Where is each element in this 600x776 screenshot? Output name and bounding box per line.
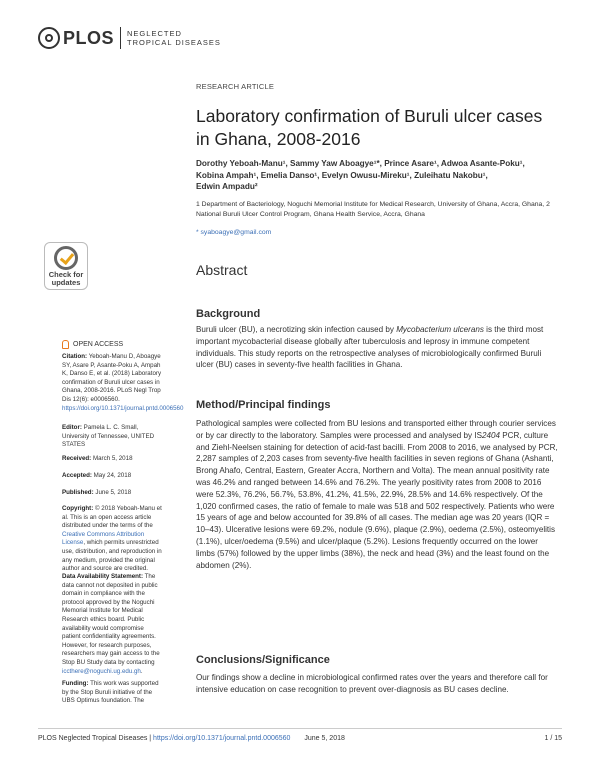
data-availability-text: The data cannot not deposited in public domain in compliance with the protocol approved by the Noguchi Memorial Institute for Medical Research ethics board. Public availability would compromise patient confidentiality agreements. However, for research purposes, researchers may gain access to the Stop BU Study data by contacting [62, 573, 160, 666]
open-access-text: OPEN ACCESS [73, 341, 124, 348]
copyright-text-end: , which permits unrestricted use, distribution, and reproduction in any medium, provided the original author and source are credited. [62, 539, 162, 573]
editor-block [62, 424, 162, 450]
data-availability-label: Data Availability Statement: [62, 573, 144, 580]
accepted-block [62, 472, 162, 481]
background-heading: Background [196, 308, 261, 320]
editor-label: Editor: [62, 424, 82, 431]
background-text: Buruli ulcer (BU), a necrotizing skin infection caused by [196, 325, 397, 334]
methods-text: Pathological samples were collected from BU lesions and transported either through courier services or by car directly to the laboratory. Samples were processed and analysed by IS [196, 419, 556, 440]
conclusions-paragraph: Our findings show a decline in microbiological confirmed rates over the years and therefore call for intensive education on case recognition to prevent over-diagnosis as BU cases decline. [196, 673, 548, 694]
published-label: Published: [62, 489, 94, 496]
data-availability-end: . [140, 667, 143, 675]
citation-doi-link[interactable]: https://doi.org/10.1371/journal.pntd.0006560 [62, 404, 184, 412]
citation-block [62, 353, 184, 413]
data-contact-email-link[interactable]: iccthere@noguchi.ug.edu.gh [62, 667, 141, 675]
journal-name [127, 29, 221, 47]
background-text-end: is the third most important mycobacterial disease globally after tuberculosis and leprosy in immune competent individuals. This study reports on the retrospective analyses of microbiologically confirmed Buruli ulcer (BU) cases in seventy-five health facilities in Ghana. [196, 325, 544, 370]
author-line: Edwin Ampadu² [196, 182, 258, 192]
received-date: March 5, 2018 [91, 455, 133, 462]
article-title: Laboratory confirmation of Buruli ulcer cases in Ghana, 2008-2016 [196, 106, 543, 149]
citation-label: Citation: [62, 353, 88, 360]
author-line: Dorothy Yeboah-Manu¹, Sammy Yaw Aboagye¹*, Prince Asare¹, Adwoa Asante-Poku¹, [196, 159, 525, 168]
methods-italic: 2404 [481, 430, 500, 440]
logo-divider [120, 27, 121, 49]
methods-text-end: PCR, culture and Ziehl-Neelsen staining for detection of acid-fast bacilli. From 2008 to 2016, we analysed by PCR, 2,287 samples of 2,203 cases from seventy-five health facilities in seven regions of Ghana (Ashanti, Brong Ahafo, Central, Eastern, Greater Accra, Northern and Volta). The mean annual positivity rate was 46.2% and ranged between 14.6% and 76.2%. The yearly positivity rates from 2008 to 2016 were 52.3%, 76.2%, 56.7%, 53.8%, 41.2%, 41.5%, 22.9%, 28.5% and 14.6% respectively. Of the 1,020 confirmed cases, the ratio of female to male was 518 and 502 respectively. Patients who were 15 years of age and below accounted for 39.8% of all cases. The median age was 20 years (IQR = 10–43). Ulcerative lesions were 69.2%, nodule (9.6%), plaque (2.9%), oedema (2.5%), osteomyelitis (1.1%), ulcer/oedema (9.5%) and ulcer/plaque (5.2%). Lesions frequently occurred on the lower limbs (57%) followed by the upper limbs (38%), the neck and head (3%) and the least found on the abdomen (2%). [196, 430, 558, 570]
footer-divider [38, 728, 562, 729]
copyright-label: Copyright: [62, 505, 94, 512]
author-list [196, 158, 558, 193]
logo-text: PLOS [63, 27, 115, 48]
conclusions-heading: Conclusions/Significance [196, 654, 330, 666]
journal-name-line2: TROPICAL DISEASES [127, 38, 221, 47]
accepted-date: May 24, 2018 [91, 472, 132, 479]
footer-journal: PLOS Neglected Tropical Diseases | [38, 735, 154, 742]
open-access-label [62, 340, 123, 349]
published-date: June 5, 2018 [93, 489, 132, 496]
journal-logo[interactable] [38, 26, 221, 50]
published-block [62, 489, 162, 498]
accepted-label: Accepted: [62, 472, 92, 479]
page-number: 1 / 15 [544, 735, 562, 742]
journal-name-line1: NEGLECTED [127, 29, 182, 38]
copyright-text: © 2018 Yeboah-Manu et al. This is an open access article distributed under the terms of the [62, 505, 162, 530]
methods-paragraph [196, 418, 558, 571]
check-updates-line1: Check for [48, 270, 84, 279]
plos-logo-icon [38, 27, 60, 49]
footer-doi-link[interactable]: https://doi.org/10.1371/journal.pntd.0006560 [153, 735, 291, 742]
affiliations: 1 Department of Bacteriology, Noguchi Memorial Institute for Medical Research, University of Ghana, Accra, Ghana, 2 National Buruli Ulcer Control Program, Ghana Health Service, Accra, Ghana [196, 201, 550, 218]
author-line: Kobina Ampah¹, Emelia Danso¹, Evelyn Owusu-Mireku¹, Zuleihatu Nakobu¹, [196, 170, 488, 180]
check-for-updates-badge[interactable] [44, 242, 88, 290]
citation-text: Yeboah-Manu D, Aboagye SY, Asare P, Asante-Poku A, Ampah K, Danso E, et al. (2018) Laboratory confirmation of Buruli ulcer cases in Ghana, 2008-2016. PLoS Negl Trop Dis 12(6): e0006560. [62, 353, 162, 403]
received-label: Received: [62, 455, 92, 462]
abstract-heading: Abstract [196, 262, 248, 278]
species-name: Mycobacterium ulcerans [396, 325, 484, 334]
copyright-block [62, 505, 162, 574]
methods-heading: Method/Principal findings [196, 399, 331, 411]
check-updates-label [45, 271, 87, 287]
received-block [62, 455, 162, 464]
funding-label: Funding: [62, 680, 89, 687]
funding-block [62, 680, 162, 706]
corresponding-email-link[interactable]: * syaboagye@gmail.com [196, 229, 272, 236]
check-updates-icon [54, 246, 78, 270]
license-link[interactable]: Creative Commons Attribution License [62, 530, 145, 547]
page-footer [38, 735, 562, 742]
data-availability-block [62, 573, 162, 676]
open-access-lock-icon [62, 340, 69, 349]
background-paragraph [196, 324, 558, 371]
footer-date: June 5, 2018 [304, 735, 345, 742]
editor-text: Pamela L. C. Small, University of Tennessee, UNITED STATES [62, 424, 155, 449]
funding-text: This work was supported by the Stop Buruli initiative of the UBS Optimus foundation. The [62, 680, 159, 705]
article-type: RESEARCH ARTICLE [196, 82, 275, 91]
check-updates-line2: updates [51, 278, 81, 287]
